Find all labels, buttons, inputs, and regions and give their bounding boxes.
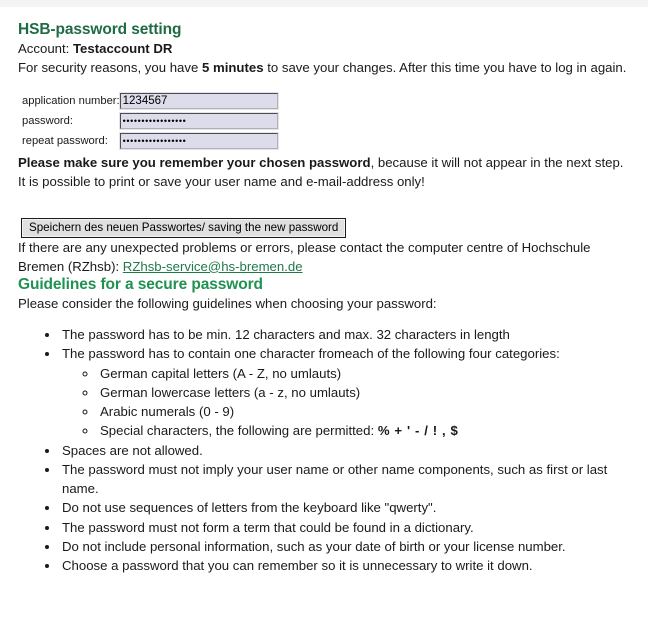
repeat-password-input[interactable]: ••••••••••••••••• <box>120 133 278 149</box>
form-row-application-number <box>22 93 278 113</box>
guidelines-intro: Please consider the following guidelines when choosing your password: <box>18 295 437 311</box>
warning-rest: , because it will not appear in the next step. It is possible to print or save your user name and e-mail-address only! <box>18 155 624 190</box>
guidelines-heading: Guidelines for a secure password <box>18 275 263 293</box>
support-email-link[interactable]: RZhsb-service@hs-bremen.de <box>122 258 303 274</box>
security-notice-pre: For security reasons, you have <box>18 60 202 76</box>
special-characters-value: % + ' - / ! , $ <box>377 423 459 439</box>
repeat-password-label: repeat password: <box>22 135 108 148</box>
page-content <box>0 7 648 575</box>
list-item: ◦ Arabic numerals (0 - 9) <box>98 402 630 421</box>
list-item-special-characters <box>98 421 630 440</box>
list-item: • The password must not form a term that could be found in a dictionary. <box>60 518 630 537</box>
password-form <box>22 93 278 153</box>
save-button-wrap <box>21 218 630 238</box>
account-label: Account: <box>18 41 73 56</box>
form-row-password <box>22 113 278 133</box>
warning-bold: Please make sure you remember your chosen password <box>18 155 371 171</box>
security-notice <box>18 58 630 77</box>
security-notice-post: to save your changes. After this time you have to log in again. <box>263 60 627 76</box>
special-characters-label: Special characters, the following are permitted: <box>100 423 378 439</box>
contact-text: If there are any unexpected problems or errors, please contact the computer centre of Hochschule Bremen (RZhsb): <box>18 239 591 274</box>
form-row-repeat-password <box>22 133 278 153</box>
page-title: HSB-password setting <box>18 21 182 38</box>
application-number-label: application number: <box>22 95 120 108</box>
guidelines-list <box>18 325 630 575</box>
list-item: • Spaces are not allowed. <box>60 441 630 460</box>
save-password-button[interactable]: Speichern des neuen Passwortes/ saving the new password <box>21 218 346 238</box>
password-label: password: <box>22 115 73 128</box>
list-item: • The password must not imply your user name or other name components, such as first or last name. <box>60 460 630 499</box>
account-name: Testaccount DR <box>72 41 173 56</box>
account-line <box>18 39 630 58</box>
top-strip <box>0 0 648 7</box>
security-notice-duration: 5 minutes <box>201 60 264 76</box>
list-item: ◦ German lowercase letters (a - z, no umlauts) <box>98 383 630 402</box>
list-item: • Do not use sequences of letters from the keyboard like "qwerty". <box>60 498 630 517</box>
guidelines-sublist <box>62 364 630 441</box>
list-item: • Choose a password that you can remember so it is unnecessary to write it down. <box>60 556 630 575</box>
contact-paragraph <box>18 238 630 276</box>
application-number-input[interactable]: 1234567 <box>120 93 278 109</box>
list-item-text: The password has to contain one character fromeach of the following four categories: <box>62 346 560 362</box>
list-item: ◦ German capital letters (A - Z, no umlauts) <box>98 364 630 383</box>
list-item: • The password has to be min. 12 characters and max. 32 characters in length <box>60 325 630 344</box>
remember-password-warning <box>18 153 630 191</box>
list-item <box>60 344 630 440</box>
list-item: • Do not include personal information, such as your date of birth or your license number. <box>60 537 630 556</box>
password-input[interactable]: ••••••••••••••••• <box>120 113 278 129</box>
